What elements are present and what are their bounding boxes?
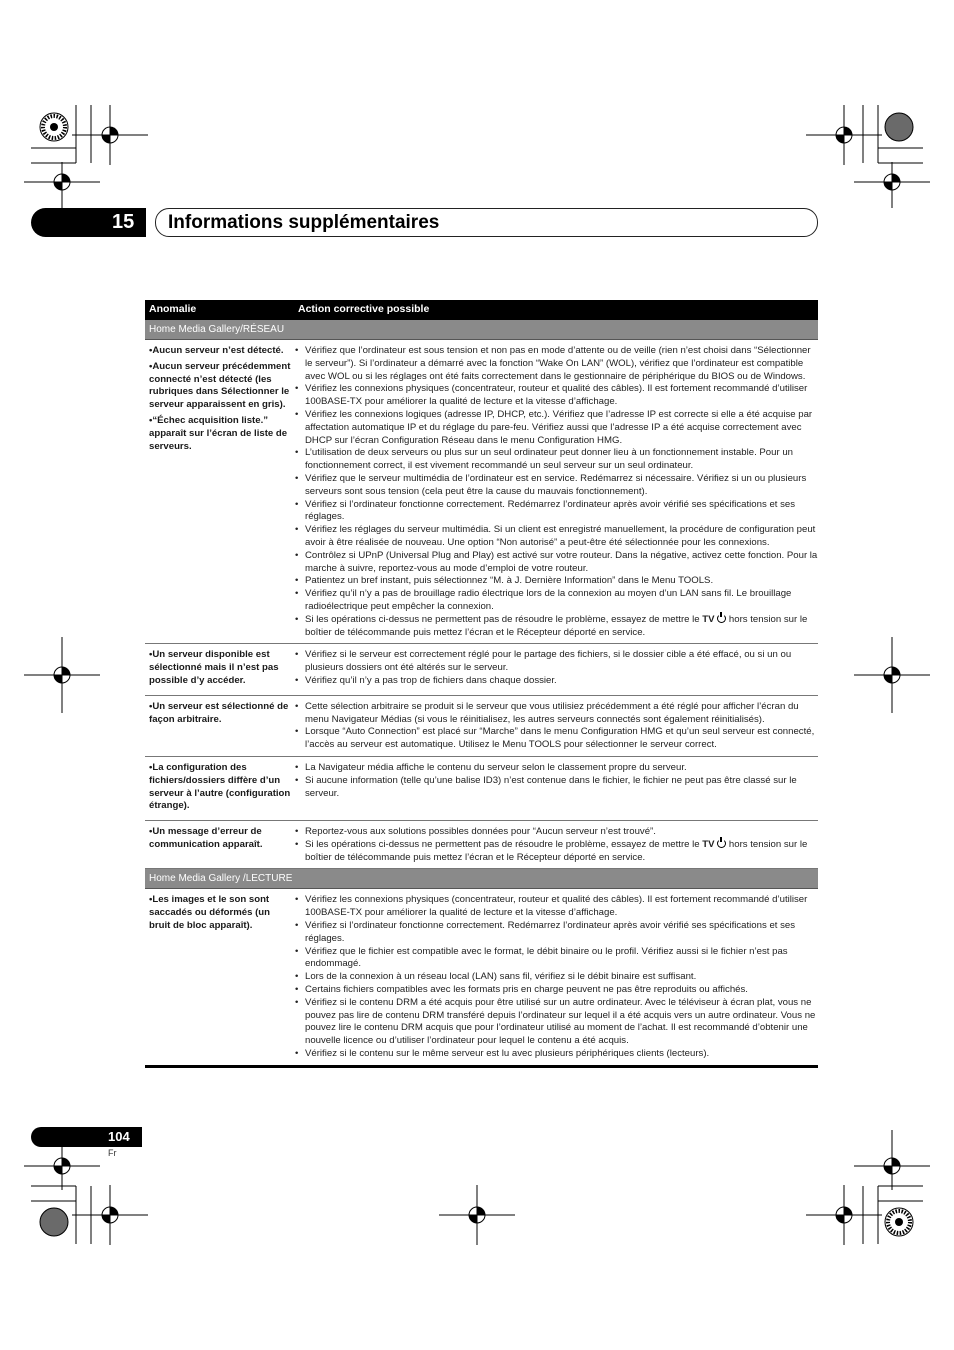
anomaly-cell — [145, 894, 291, 1060]
action-item: • Vérifiez si le contenu sur le même serveur est lu avec plusieurs périphériques clients (lecteurs). — [295, 1048, 818, 1061]
page-number: 104 — [108, 1129, 130, 1144]
action-text: hors tension sur le boîtier de télécommande puis mettez l’écran et le Récepteur déporté en service. — [305, 613, 808, 638]
action-item: • Vérifiez que l’ordinateur est sous tension et non pas en mode d’attente ou de veille (rien n’est choisi dans “Sélectionner le serveur”). Si l’ordinateur a démarré avec la fonction “Wake On LAN” (WOL), vérifiez que l’ordinateur est compatible avec WOL ou si les réglages ont été faits correctement dans le gestionnaire de périphérique du BIOS ou de Windows. — [295, 345, 818, 383]
table-row — [145, 757, 818, 821]
page-language: Fr — [108, 1148, 117, 1158]
action-item-tv — [295, 614, 818, 640]
anomaly-text: •La configuration des fichiers/dossiers diffère d’un serveur à l’autre (configuration étrange). — [149, 761, 291, 812]
action-item: • Vérifiez que le fichier est compatible avec le format, le débit binaire ou le profil. Vérifiez aussi si le fichier n’est pas endommagé. — [295, 946, 818, 972]
anomaly-cell — [145, 345, 291, 639]
anomaly-text: •Un serveur disponible est sélectionné mais il n’est pas possible d’y accéder. — [149, 649, 279, 686]
action-item: • Cette sélection arbitraire se produit si le serveur que vous utilisiez précédemment a été réglé pour afficher l’écran du menu Navigateur Médias (si vous le réinitialisez, les autres serveurs connectés sont également réinitialisés). — [295, 701, 818, 727]
section-heading: Home Media Gallery /LECTURE — [145, 869, 818, 889]
action-item: • Lorsque “Auto Connection” est placé sur “Marche” dans le menu Configuration HMG et qu’un seul serveur est connecté, l’accès au serveur est automatique. Utilisez le Menu TOOLS pour sélectionner le serveur correct. — [295, 726, 818, 752]
action-cell — [291, 894, 818, 1060]
action-item: • Vérifiez les réglages du serveur multimédia. Si un client est enregistré manuellement, la procédure de configuration peut avoir à être réalisée de nouveau. Une option “Non autorisé” a peut-être été sélectionnée pour les connexions. — [295, 524, 818, 550]
action-cell — [291, 826, 818, 864]
table-row — [145, 696, 818, 757]
anomaly-text: •Aucun serveur n’est détecté. — [149, 345, 284, 356]
anomaly-cell — [145, 649, 291, 690]
action-item: • Vérifiez qu’il n’y a pas de brouillage radio électrique lors de la connexion au moyen d’un LAN sans fil. Le brouillage radioélectrique peut empêcher la connexion. — [295, 588, 818, 614]
table-row — [145, 821, 818, 869]
chapter-number: 15 — [112, 211, 135, 233]
action-cell — [291, 701, 818, 752]
table-row — [145, 644, 818, 695]
anomaly-text: •Les images et le son sont saccadés ou déformés (un bruit de bloc apparaît). — [149, 894, 271, 932]
power-icon — [717, 614, 726, 623]
power-icon — [717, 839, 726, 848]
anomaly-text: •“Échec acquisition liste.” apparaît sur l’écran de liste de serveurs. — [149, 414, 288, 452]
action-item: • Vérifiez qu’il n’y a pas trop de fichiers dans chaque dossier. — [295, 675, 818, 688]
action-item: • Lors de la connexion à un réseau local (LAN) sans fil, vérifiez si le débit binaire est suffisant. — [295, 971, 818, 984]
action-item: • Vérifiez les connexions physiques (concentrateur, routeur et qualité des câbles). Il est fortement recommandé d’utiliser 100BASE-TX pour améliorer la qualité de lecture et la vitesse d’affichage. — [295, 383, 818, 409]
anomaly-cell — [145, 701, 291, 752]
action-item: • Vérifiez si le serveur est correctement réglé pour le partage des fichiers, si le dossier cible a été effacé, ou si un ou plusieurs dossiers ont été altérés sur le serveur. — [295, 649, 818, 675]
action-item: • Contrôlez si UPnP (Universal Plug and Play) est activé sur votre routeur. Dans la négative, activez cette fonction. Pour la marche à suivre, reportez-vous au mode d’emploi de votre routeur. — [295, 550, 818, 576]
tv-button-label: TV — [702, 613, 715, 625]
action-item: • Vérifiez si l’ordinateur fonctionne correctement. Redémarrez l’ordinateur après avoir vérifié ses spécifications et ses réglages. — [295, 499, 818, 525]
troubleshooting-table — [145, 300, 818, 1068]
anomaly-text: •Aucun serveur précédemment connecté n’est détecté (les rubriques dans Sélectionner le serveur apparaissent en gris). — [149, 360, 291, 411]
action-item: • Patientez un bref instant, puis sélectionnez “M. à J. Dernière Information” dans le Menu TOOLS. — [295, 575, 818, 588]
action-item-tv — [295, 839, 818, 865]
action-item: • Si aucune information (telle qu’une balise ID3) n’est contenue dans le fichier, le fichier ne peut pas être classé sur le serveur. — [295, 775, 818, 801]
anomaly-text: •Un message d’erreur de communication apparaît. — [149, 826, 263, 850]
action-text: hors tension sur le boîtier de télécommande puis mettez l’écran et le Récepteur déporté en service. — [305, 838, 808, 863]
action-item: • Vérifiez si l’ordinateur fonctionne correctement. Redémarrez l’ordinateur après avoir vérifié ses spécifications et ses réglages. — [295, 920, 818, 946]
action-text: Si les opérations ci-dessus ne permettent pas de résoudre le problème, essayez de mettre le — [305, 613, 703, 625]
table-row — [145, 889, 818, 1067]
tv-button-label: TV — [702, 838, 715, 850]
table-header — [145, 300, 818, 320]
anomaly-cell — [145, 762, 291, 816]
action-text: Si les opérations ci-dessus ne permettent pas de résoudre le problème, essayez de mettre le — [305, 838, 703, 850]
action-item: • La Navigateur média affiche le contenu du serveur selon le classement propre du serveur. — [295, 762, 818, 775]
action-cell — [291, 762, 818, 816]
section-heading: Home Media Gallery/RÉSEAU — [145, 320, 818, 340]
action-item: • Vérifiez si le contenu DRM a été acquis pour être utilisé sur un autre ordinateur. Avec le téléviseur à écran plat, vous ne pouvez pas lire de contenu DRM transféré depuis l’ordinateur sur lequel il a été acquis vers un autre ordinateur. Vous ne pouvez lire le contenu DRM acquis que pour l’ordinateur utilisé au moment de l’achat. Il est recommandé d’obtenir une nouvelle licence ou d’utiliser l’ordinateur pour lequel le contenu a été acquis. — [295, 997, 818, 1048]
action-item: • Vérifiez que le serveur multimédia de l’ordinateur est en service. Redémarrez si nécessaire. Vérifiez si un ou plusieurs serveurs sont sous tension (cela peut être la cause du mauvais fonctionnement). — [295, 473, 818, 499]
anomaly-text: •Un serveur est sélectionné de façon arbitraire. — [149, 700, 289, 725]
anomaly-cell — [145, 826, 291, 864]
table-row — [145, 340, 818, 644]
action-cell — [291, 649, 818, 690]
action-item: • Reportez-vous aux solutions possibles données pour “Aucun serveur n’est trouvé”. — [295, 826, 818, 839]
action-item: • Vérifiez les connexions physiques (concentrateur, routeur et qualité des câbles). Il est fortement recommandé d’utiliser 100BASE-TX pour améliorer la qualité de lecture et la vitesse d’affichage. — [295, 894, 818, 920]
header-action: Action corrective possible — [298, 303, 430, 315]
action-item: • Vérifiez les connexions logiques (adresse IP, DHCP, etc.). Vérifiez que l’adresse IP est correcte si elle a été acquise par affectation automatique IP et du réglage du pare-feu. Vérifiez aussi que l’adresse IP a été acquise correctement avec DHCP sur l’écran Configuration Réseau dans le menu Configuration HMG. — [295, 409, 818, 447]
chapter-title: Informations supplémentaires — [168, 212, 440, 233]
action-item: • Certains fichiers compatibles avec les formats pris en charge peuvent ne pas être reproduits ou affichés. — [295, 984, 818, 997]
header-anomaly: Anomalie — [149, 303, 197, 315]
action-cell — [291, 345, 818, 639]
action-item: • L’utilisation de deux serveurs ou plus sur un seul ordinateur peut donner lieu à un fonctionnement instable. Pour un fonctionnement correct, il est vivement recommandé un seul serveur sur un seul ordinateur. — [295, 447, 818, 473]
